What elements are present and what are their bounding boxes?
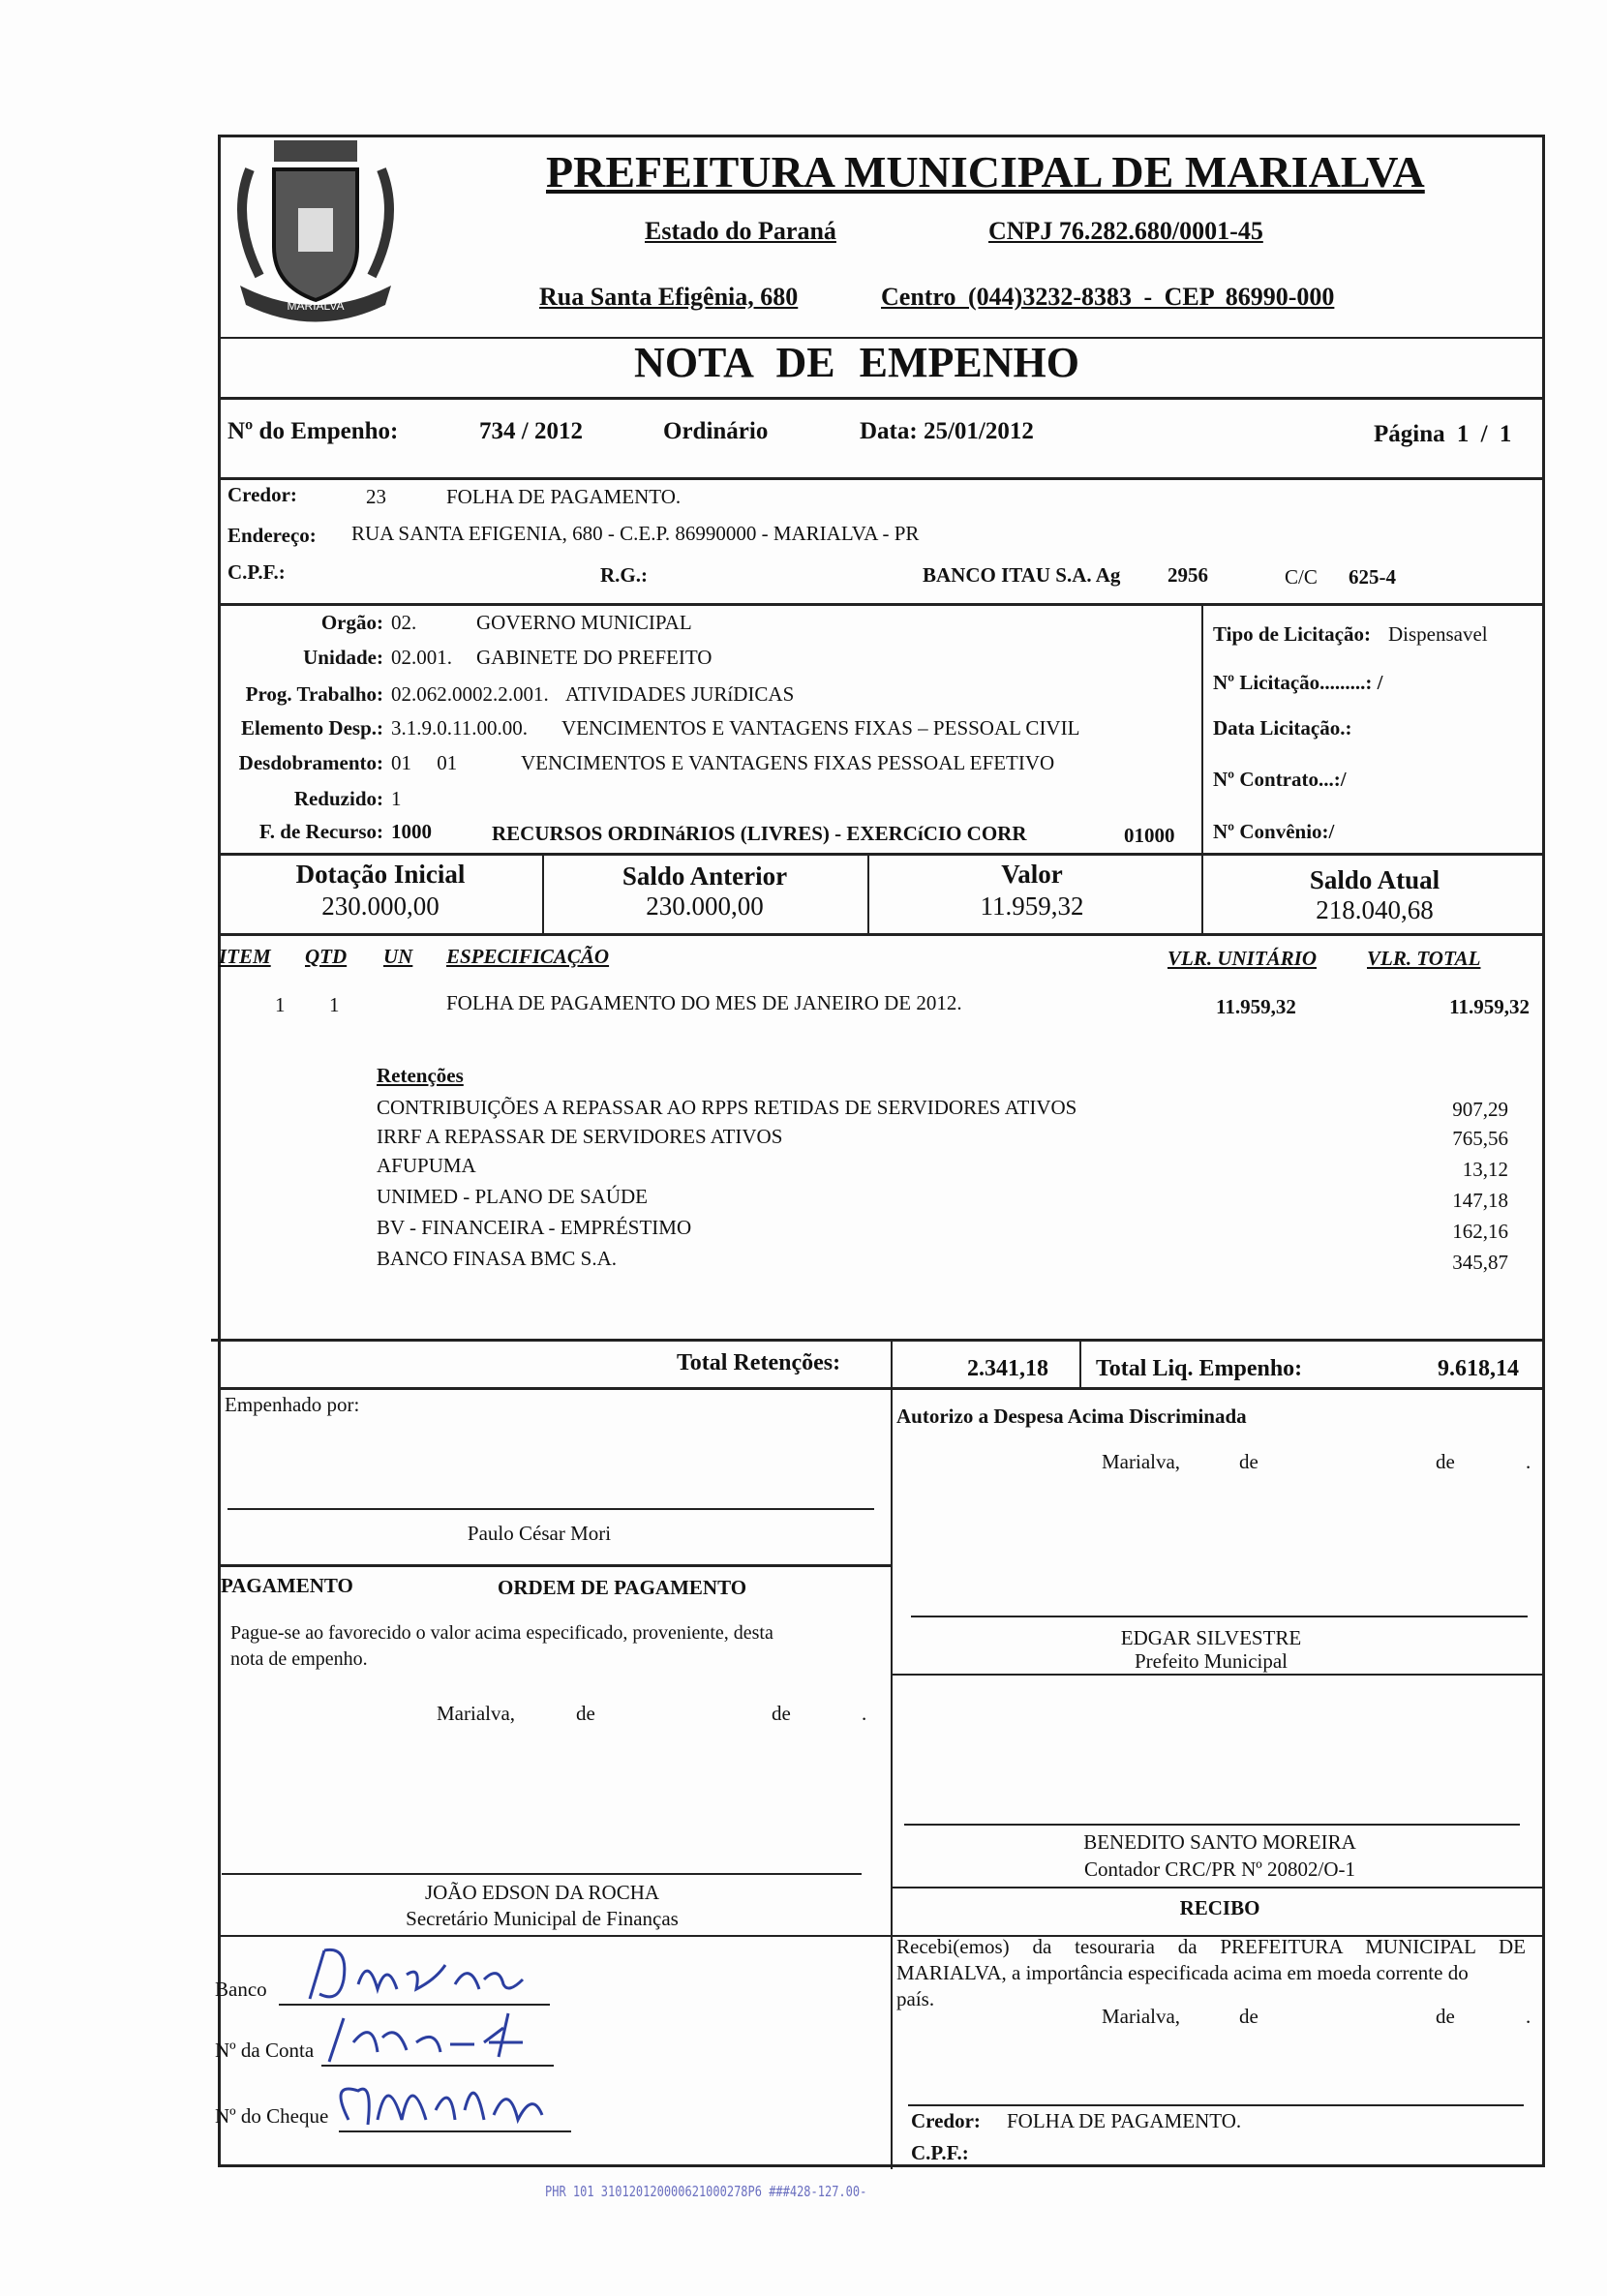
de-label: de [1239,1450,1258,1473]
de-label: de [772,1702,791,1725]
empenho-number: 734 / 2012 [479,418,583,444]
cc-label: C/C [1285,565,1318,589]
credor-name: FOLHA DE PAGAMENTO. [446,485,682,508]
retencao-value: 147,18 [1452,1189,1508,1212]
retencao-value: 13,12 [1462,1158,1508,1181]
item-number: 1 [275,993,286,1016]
budget-code: 02. [391,611,417,634]
dotacao-label: Dotação Inicial [295,860,466,889]
city: Marialva, [1102,2005,1181,2028]
contador-cargo: Contador CRC/PR Nº 20802/O-1 [1083,1858,1356,1881]
budget-label: Elemento Desp.: [241,716,383,740]
budget-code: 3.1.9.0.11.00.00. [391,716,528,740]
retencoes-title: Retenções [377,1064,464,1087]
budget-label: F. de Recurso: [258,820,383,843]
dotacao-value: 230.000,00 [321,891,440,921]
page-title: PREFEITURA MUNICIPAL DE MARIALVA [546,147,1425,196]
dot: . [862,1702,867,1725]
budget-desc: ATIVIDADES JURíDICAS [565,682,795,706]
budget-label: Reduzido: [293,787,383,810]
col-item: ITEM [219,945,271,968]
total-retencoes-value: 2.341,18 [967,1356,1048,1381]
de-label: de [1436,2005,1455,2028]
city: Marialva, [1102,1450,1181,1473]
page-number: Página 1 / 1 [1374,421,1512,447]
empenho-type: Ordinário [663,418,769,444]
de-label: de [576,1702,595,1725]
retencao-desc: CONTRIBUIÇÕES A REPASSAR AO RPPS RETIDAS DE SERVIDORES ATIVOS [377,1096,1077,1119]
prefeito-nome: EDGAR SILVESTRE [1120,1626,1302,1649]
svg-text:MARIALVA: MARIALVA [287,299,345,313]
convenio: Nº Convênio:/ [1213,820,1335,843]
cheque-label: Nº do Cheque [215,2104,329,2128]
district-phone: Centro (044)3232-8383 - CEP 86990-000 [881,283,1335,311]
budget-code: 1000 [391,820,432,843]
budget-extra: 01000 [1124,824,1175,847]
banco-label: Banco [215,1978,267,2001]
de-label: de [1239,2005,1258,2028]
state-label: Estado do Paraná [645,217,836,245]
budget-code: 1 [391,787,402,810]
recibo-line-1: Recebi(emos) da tesouraria da PREFEITURA MUNICIPAL DE [896,1935,1526,1958]
dot: . [1526,2005,1531,2028]
empenho-date: Data: 25/01/2012 [860,418,1034,444]
valor-label: Valor [1001,860,1063,889]
ordem-pagamento-label: ORDEM DE PAGAMENTO [498,1576,747,1599]
credor-label: Credor: [227,483,297,506]
coat-of-arms-logo [221,131,410,329]
recibo-credor-label: Credor: [911,2109,981,2132]
retencao-desc: AFUPUMA [377,1154,476,1177]
col-vlr-unitario: VLR. UNITÁRIO [1167,947,1318,970]
saldo-anterior-label: Saldo Anterior [622,861,788,891]
retencao-desc: BV - FINANCEIRA - EMPRÉSTIMO [377,1216,692,1239]
contador-nome: BENEDITO SANTO MOREIRA [1083,1830,1356,1854]
credor-code: 23 [366,485,386,508]
city: Marialva, [437,1702,516,1725]
recibo-credor: FOLHA DE PAGAMENTO. [1007,2109,1242,2132]
budget-label: Desdobramento: [238,751,383,774]
recibo-cpf-label: C.P.F.: [911,2141,969,2164]
licitacao-numero: Nº Licitação.........: / [1213,671,1383,694]
budget-desc: VENCIMENTOS E VANTAGENS FIXAS – PESSOAL CIVIL [561,716,1080,740]
cpf-label: C.P.F.: [227,560,286,584]
bank-stamp: PHR 101 310120120000621000278P6 ###428-127.00- [545,2183,867,2200]
item-total-value: 11.959,32 [1449,995,1530,1018]
address: Rua Santa Efigênia, 680 [539,283,799,311]
recibo-line-3: país. [896,1987,935,2010]
recibo-title: RECIBO [1179,1896,1260,1919]
de-label: de [1436,1450,1455,1473]
secretario-cargo: Secretário Municipal de Finanças [406,1907,679,1930]
retencao-desc: IRRF A REPASSAR DE SERVIDORES ATIVOS [377,1125,783,1148]
col-qtd: QTD [305,945,348,968]
col-vlr-total: VLR. TOTAL [1367,947,1481,970]
conta-label: Nº da Conta [215,2039,315,2062]
endereco-label: Endereço: [227,524,317,547]
budget-code: 02.062.0002.2.001. [391,682,549,706]
saldo-atual-value: 218.040,68 [1316,895,1434,924]
col-un: UN [383,945,413,968]
empenhado-por-label: Empenhado por: [225,1393,360,1416]
budget-label: Prog. Trabalho: [245,682,383,706]
item-unit-value: 11.959,32 [1216,995,1296,1018]
empenhado-nome: Paulo César Mori [467,1522,612,1545]
document-title: NOTA DE EMPENHO [634,339,1079,386]
pagamento-label: PAGAMENTO [221,1574,353,1597]
budget-desc: GOVERNO MUNICIPAL [476,611,692,634]
total-liquido-label: Total Liq. Empenho: [1096,1356,1303,1381]
saldo-anterior-value: 230.000,00 [646,891,764,921]
retencao-value: 907,29 [1452,1098,1508,1121]
saldo-atual-label: Saldo Atual [1309,865,1440,894]
handwritten-fields [290,1936,620,2139]
agency: 2956 [1167,563,1208,587]
account: 625-4 [1349,565,1396,589]
total-retencoes-label: Total Retenções: [677,1350,841,1375]
retencao-desc: BANCO FINASA BMC S.A. [377,1247,617,1270]
budget-desc: GABINETE DO PREFEITO [476,646,713,669]
budget-code: 02.001. [391,646,452,669]
valor-value: 11.959,32 [980,891,1084,921]
recibo-line-2: MARIALVA, a importância especificada acima em moeda corrente do [896,1961,1469,1984]
secretario-nome: JOÃO EDSON DA ROCHA [424,1881,660,1904]
retencao-value: 162,16 [1452,1220,1508,1243]
retencao-value: 765,56 [1452,1127,1508,1150]
budget-label: Unidade: [303,646,383,669]
pagamento-text-1: Pague-se ao favorecido o valor acima especificado, proveniente, desta [230,1622,773,1644]
budget-desc: RECURSOS ORDINáRIOS (LIVRES) - EXERCíCIO CORR [492,822,1027,845]
budget-label: Orgão: [320,611,383,634]
dot: . [1526,1450,1531,1473]
cnpj: CNPJ 76.282.680/0001-45 [988,217,1263,245]
contrato: Nº Contrato...:/ [1213,768,1347,791]
budget-code: 01 01 [391,751,458,774]
budget-desc: VENCIMENTOS E VANTAGENS FIXAS PESSOAL EFETIVO [521,751,1055,774]
licitacao-tipo-label: Tipo de Licitação: [1213,622,1371,646]
licitacao-tipo-value: Dispensavel [1388,622,1488,646]
item-qtd: 1 [329,993,340,1016]
licitacao-data: Data Licitação.: [1213,716,1352,740]
retencao-desc: UNIMED - PLANO DE SAÚDE [377,1185,648,1208]
prefeito-cargo: Prefeito Municipal [1134,1649,1289,1673]
bank: BANCO ITAU S.A. Ag [923,563,1121,587]
item-spec: FOLHA DE PAGAMENTO DO MES DE JANEIRO DE 2012. [446,991,962,1014]
col-especificacao: ESPECIFICAÇÃO [446,945,610,968]
total-liquido-value: 9.618,14 [1438,1356,1519,1381]
retencao-value: 345,87 [1452,1251,1508,1274]
autorizo-label: Autorizo a Despesa Acima Discriminada [896,1405,1247,1428]
endereco: RUA SANTA EFIGENIA, 680 - C.E.P. 86990000 - MARIALVA - PR [351,522,920,545]
empenho-label: Nº do Empenho: [227,418,399,444]
rg-label: R.G.: [600,563,648,587]
pagamento-text-2: nota de empenho. [230,1648,368,1670]
